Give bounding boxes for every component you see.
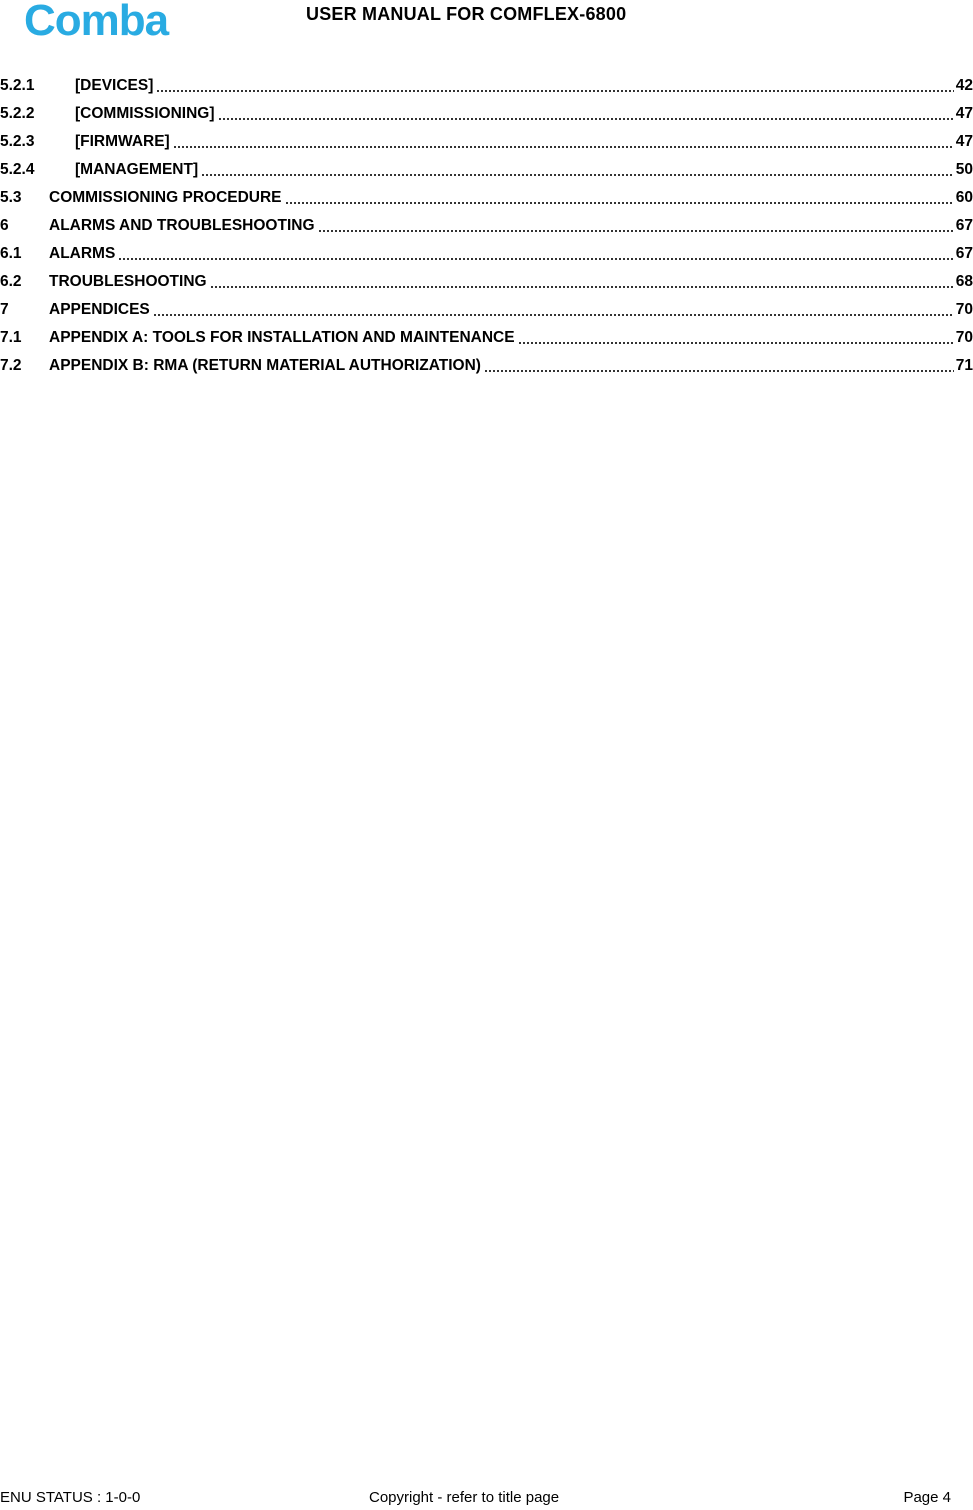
toc-entry[interactable]	[0, 240, 973, 268]
toc-entry-page: 70	[955, 329, 973, 346]
toc-entry-number: 7	[0, 301, 9, 318]
toc-dot-leader	[156, 89, 953, 93]
toc-entry-number: 5.2.3	[0, 133, 35, 150]
toc-entry-number: 5.2.2	[0, 105, 35, 122]
toc-entry[interactable]	[0, 156, 973, 184]
comba-logo	[24, 0, 208, 40]
toc-entry-page: 67	[955, 217, 973, 234]
toc-dot-leader	[518, 341, 954, 345]
toc-entry-page: 47	[955, 105, 973, 122]
toc-entry-page: 70	[955, 301, 973, 318]
toc-dot-leader	[173, 145, 954, 149]
toc-entry[interactable]	[0, 128, 973, 156]
toc-entry-page: 60	[955, 189, 973, 206]
toc-entry[interactable]	[0, 352, 973, 380]
toc-entry[interactable]	[0, 324, 973, 352]
toc-dot-leader	[218, 117, 954, 121]
toc-dot-leader	[285, 201, 954, 205]
toc-entry[interactable]	[0, 212, 973, 240]
toc-entry-number: 6.1	[0, 245, 22, 262]
toc-dot-leader	[201, 173, 954, 177]
toc-entry-title: ALARMS AND TROUBLESHOOTING	[49, 217, 315, 234]
document-title: USER MANUAL FOR COMFLEX-6800	[306, 4, 627, 24]
toc-entry[interactable]	[0, 72, 973, 100]
toc-entry-title: [COMMISSIONING]	[75, 105, 215, 122]
toc-entry[interactable]	[0, 268, 973, 296]
toc-dot-leader	[118, 257, 953, 261]
toc-entry-number: 5.2.1	[0, 77, 35, 94]
table-of-contents	[0, 72, 973, 380]
toc-dot-leader	[153, 313, 954, 317]
document-status: ENU STATUS : 1-0-0	[0, 1489, 141, 1506]
toc-entry-title: COMMISSIONING PROCEDURE	[49, 189, 282, 206]
toc-entry-page: 68	[955, 273, 973, 290]
toc-entry-page: 42	[955, 77, 973, 94]
toc-entry[interactable]	[0, 296, 973, 324]
toc-entry-title: [DEVICES]	[75, 77, 154, 94]
toc-dot-leader	[210, 285, 954, 289]
toc-entry-title: APPENDIX A: TOOLS FOR INSTALLATION AND MAINTENANCE	[49, 329, 515, 346]
toc-entry-title: [FIRMWARE]	[75, 133, 170, 150]
toc-entry-page: 50	[955, 161, 973, 178]
toc-entry-number: 6	[0, 217, 9, 234]
toc-dot-leader	[484, 369, 954, 373]
toc-entry[interactable]	[0, 184, 973, 212]
toc-entry-title: [MANAGEMENT]	[75, 161, 199, 178]
toc-entry-number: 7.2	[0, 357, 22, 374]
toc-entry-page: 71	[955, 357, 973, 374]
page-footer	[0, 1489, 973, 1509]
toc-entry-number: 5.2.4	[0, 161, 35, 178]
logo-wordmark: Comba	[24, 0, 169, 40]
toc-entry-title: ALARMS	[49, 245, 116, 262]
toc-entry-number: 7.1	[0, 329, 22, 346]
copyright-notice: Copyright - refer to title page	[369, 1489, 560, 1506]
page-header	[0, 0, 973, 48]
toc-entry-number: 6.2	[0, 273, 22, 290]
toc-entry-title: APPENDIX B: RMA (RETURN MATERIAL AUTHORIZATION)	[49, 357, 481, 374]
toc-entry-page: 47	[955, 133, 973, 150]
toc-entry[interactable]	[0, 100, 973, 128]
toc-entry-title: APPENDICES	[49, 301, 150, 318]
toc-dot-leader	[318, 229, 954, 233]
toc-entry-number: 5.3	[0, 189, 22, 206]
toc-entry-title: TROUBLESHOOTING	[49, 273, 207, 290]
toc-entry-page: 67	[955, 245, 973, 262]
page-number: Page 4	[903, 1489, 951, 1506]
